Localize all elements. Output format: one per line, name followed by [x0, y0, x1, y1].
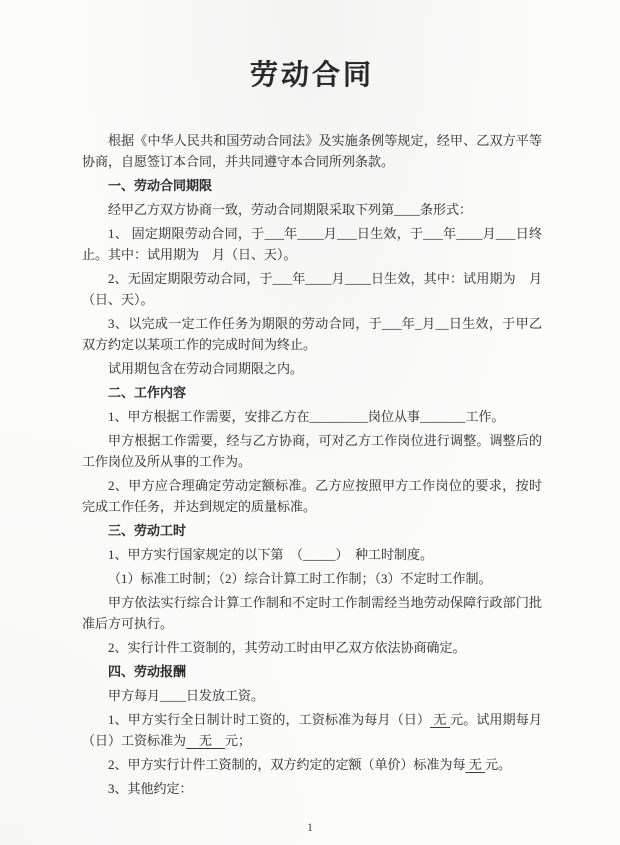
section-heading	[82, 382, 542, 403]
text-run: 元；	[225, 733, 252, 748]
text-run: 甲方依法实行综合计算工作制和不定时工作制需经当地劳动保障行政部门批准后方可执行。	[82, 595, 542, 631]
text-run: 元。	[485, 757, 512, 772]
text-run: 1、甲方实行国家规定的以下第 （_____） 种工时制度。	[108, 547, 434, 562]
text-run: 甲方根据工作需要，经与乙方协商，可对乙方工作岗位进行调整。调整后的工作岗位及所从事的工作为。	[82, 433, 542, 469]
text-run: 三、劳动工时	[108, 523, 187, 538]
text-run: 2、无固定期限劳动合同，于___年____月____日生效，其中：试用期为 月（日、天）。	[82, 271, 542, 307]
text-run: 2、实行计件工资制的，其劳动工时由甲乙双方依法协商确定。	[108, 640, 466, 655]
paragraph	[82, 568, 542, 589]
paragraph	[82, 430, 542, 472]
paragraph	[82, 313, 542, 355]
text-run: 2、甲方应合理确定劳动定额标准。乙方应按照甲方工作岗位的要求，按时完成工作任务，并达到规定的质量标准。	[82, 478, 542, 514]
paragraph	[82, 778, 542, 799]
section-heading	[82, 661, 542, 682]
paragraph	[82, 358, 542, 379]
text-run: 试用期包含在劳动合同期限之内。	[108, 361, 304, 376]
text-run: 2、甲方实行计件工资制的，双方约定的定额（单价）标准为每	[108, 757, 466, 772]
paragraph	[82, 406, 542, 427]
blank-underline: 无	[430, 712, 451, 727]
text-run: 1、甲方根据工作需要，安排乙方在_________岗位从事_______工作。	[108, 409, 505, 424]
text-run: 3、其他约定：	[108, 781, 193, 796]
document-title: 劳动合同	[249, 60, 374, 91]
text-run: 二、工作内容	[108, 385, 187, 400]
paragraph	[82, 475, 542, 517]
paragraph	[82, 199, 542, 220]
blank-underline: 无	[465, 757, 486, 772]
text-run: 1、甲方实行全日制计时工资的，工资标准为每月（日）	[108, 712, 431, 727]
text-run: （1）标准工时制；（2）综合计算工时工作制；（3）不定时工作制。	[108, 571, 492, 586]
paragraph	[82, 754, 542, 775]
blank-underline: 无	[186, 733, 226, 748]
paragraph	[82, 685, 542, 706]
paragraph	[82, 637, 542, 658]
paragraph	[82, 544, 542, 565]
paragraph	[82, 268, 542, 310]
text-run: 四、劳动报酬	[108, 664, 187, 679]
paragraph	[82, 223, 542, 265]
text-run: 甲方每月____日发放工资。	[108, 688, 265, 703]
document-body	[82, 130, 542, 799]
text-run: 3、以完成一定工作任务为期限的劳动合同，于___年_月__日生效，于甲乙双方约定以某项工作的完成时间为终止。	[82, 316, 542, 352]
text-run: 一、劳动合同期限	[108, 178, 213, 193]
page-number: 1	[307, 820, 313, 834]
text-run: 元。试用期每月（日）工资标准为	[82, 712, 542, 748]
section-heading	[82, 175, 542, 196]
paragraph	[82, 592, 542, 634]
paragraph	[82, 709, 542, 751]
text-run: 1、 固定期限劳动合同，于___年____月___日生效，于___年____月___日终止。其中：试用期为 月（日、天）。	[82, 226, 542, 262]
section-heading	[82, 520, 542, 541]
paragraph	[82, 130, 542, 172]
text-run: 根据《中华人民共和国劳动合同法》及实施条例等规定，经甲、乙双方平等协商，自愿签订本合同，并共同遵守本合同所列条款。	[82, 133, 542, 169]
text-run: 经甲乙方双方协商一致，劳动合同期限采取下列第____条形式：	[108, 202, 473, 217]
